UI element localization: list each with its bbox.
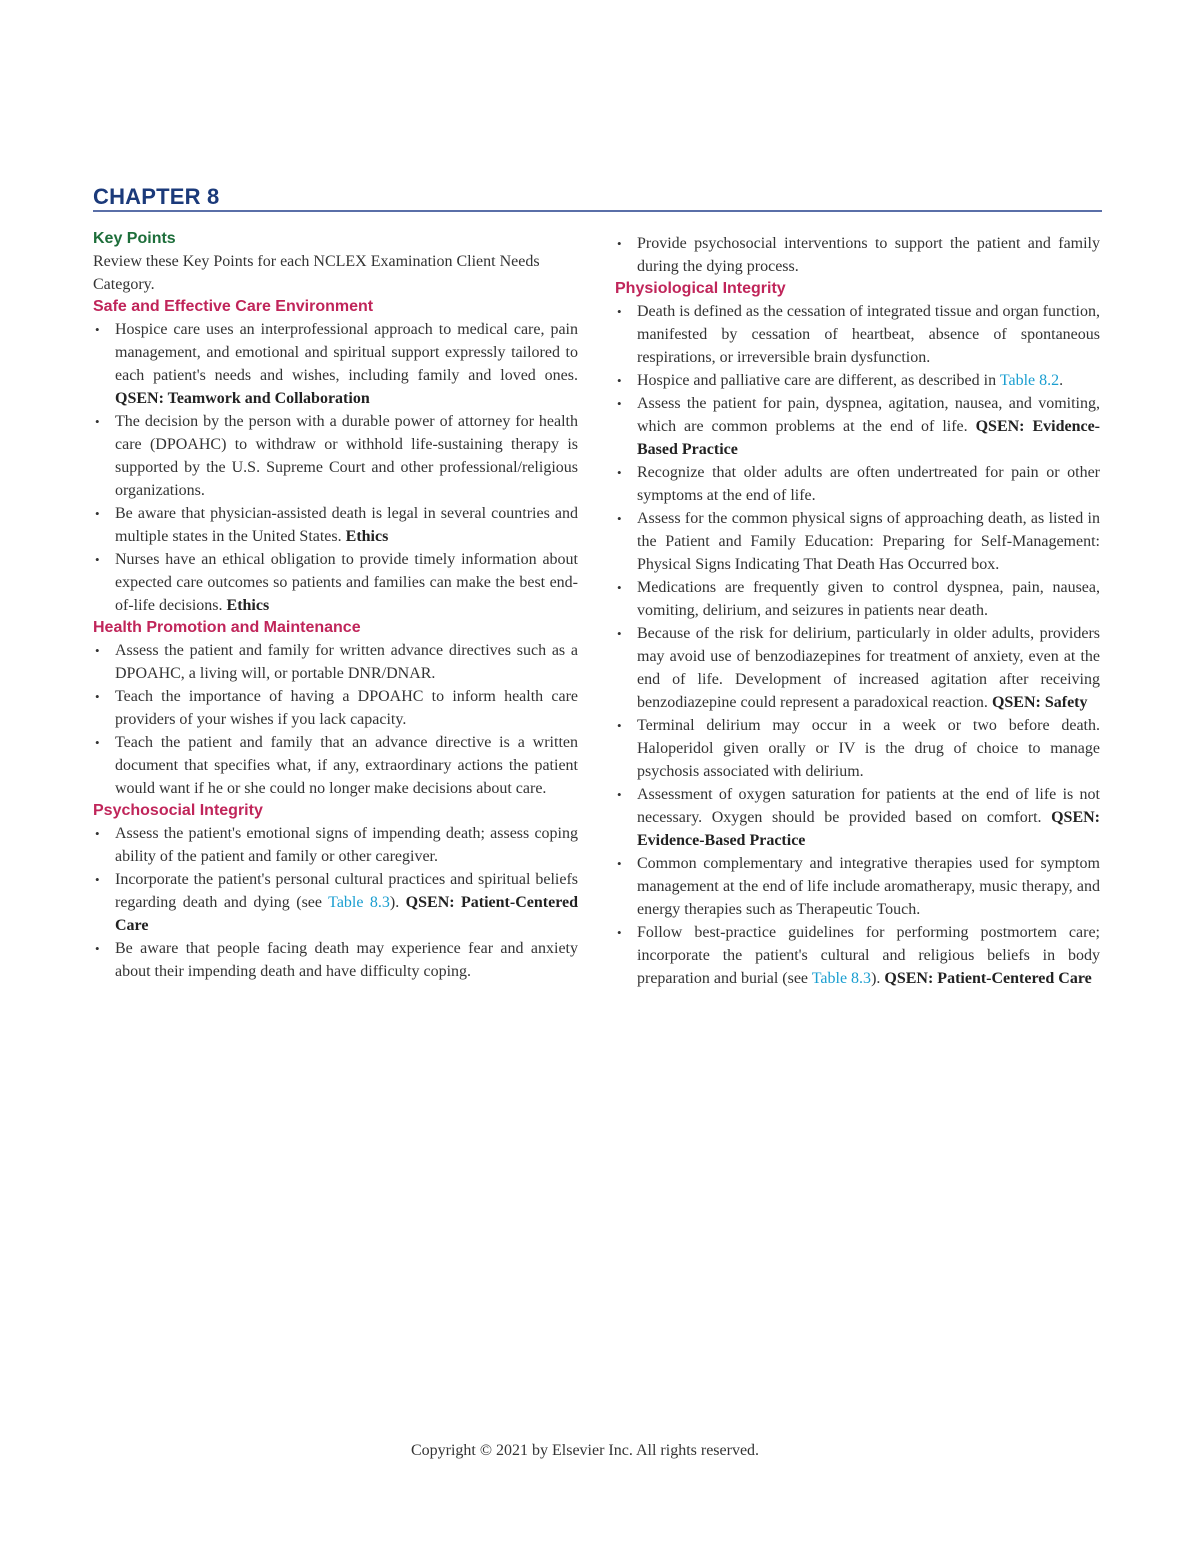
table-link[interactable]: Table 8.3 bbox=[328, 894, 390, 911]
bullet-list-safe bbox=[93, 318, 578, 617]
list-item: • Nurses have an ethical obligation to provide timely information about expected care outcomes so patients and families can make the best end-of-life decisions. Ethics bbox=[93, 548, 578, 617]
bullet-icon: • bbox=[617, 304, 622, 319]
bullet-icon: • bbox=[617, 626, 622, 641]
left-column bbox=[93, 228, 578, 983]
bullet-icon: • bbox=[617, 856, 622, 871]
list-item: • Assess the patient's emotional signs of impending death; assess coping ability of the patient and family or other caregiver. bbox=[93, 822, 578, 868]
key-points-heading: Key Points bbox=[93, 230, 176, 247]
bullet-icon: • bbox=[617, 511, 622, 526]
bullet-icon: • bbox=[95, 552, 100, 567]
bullet-icon: • bbox=[617, 925, 622, 940]
bullet-icon: • bbox=[95, 826, 100, 841]
list-item: • Because of the risk for delirium, particularly in older adults, providers may avoid use of benzodiazepines for treatment of anxiety, even at the end of life. Development of increased agitation after receiving benzodiazepine could represent a paradoxical reaction. QSEN: Safety bbox=[615, 622, 1100, 714]
list-item: • Assess the patient and family for written advance directives such as a DPOAHC, a living will, or portable DNR/DNAR. bbox=[93, 639, 578, 685]
bullet-icon: • bbox=[617, 580, 622, 595]
bullet-list-psychosocial-cont bbox=[615, 232, 1100, 278]
list-item: • Teach the patient and family that an advance directive is a written document that specifies what, if any, extraordinary actions the patient would want if he or she could no longer make decisions about care. bbox=[93, 731, 578, 800]
bullet-icon: • bbox=[95, 322, 100, 337]
list-item: • Teach the importance of having a DPOAHC to inform health care providers of your wishes if you lack capacity. bbox=[93, 685, 578, 731]
list-item: • Assessment of oxygen saturation for patients at the end of life is not necessary. Oxygen should be provided based on comfort. QSEN: Evidence-Based Practice bbox=[615, 783, 1100, 852]
right-column bbox=[615, 228, 1100, 990]
list-item: • The decision by the person with a durable power of attorney for health care (DPOAHC) to withdraw or withhold life-sustaining therapy is supported by the U.S. Supreme Court and other professional/religious organizations. bbox=[93, 410, 578, 502]
bullet-icon: • bbox=[95, 414, 100, 429]
list-item: • Hospice care uses an interprofessional approach to medical care, pain management, and emotional and spiritual support expressly tailored to each patient's needs and wishes, including family and loved ones. QSEN: Teamwork and Collaboration bbox=[93, 318, 578, 410]
title-rule bbox=[93, 210, 1102, 212]
bullet-icon: • bbox=[95, 941, 100, 956]
list-item: • Assess the patient for pain, dyspnea, agitation, nausea, and vomiting, which are common problems at the end of life. QSEN: Evidence-Based Practice bbox=[615, 392, 1100, 461]
bullet-icon: • bbox=[95, 643, 100, 658]
section-heading-psychosocial: Psychosocial Integrity bbox=[93, 802, 263, 819]
section-heading-safe: Safe and Effective Care Environment bbox=[93, 298, 374, 315]
list-item: • Assess for the common physical signs of approaching death, as listed in the Patient and Family Education: Preparing for Self-Management: Physical Signs Indicating That Death Has Occurred box. bbox=[615, 507, 1100, 576]
table-link[interactable]: Table 8.2 bbox=[999, 372, 1060, 389]
copyright-footer: Copyright © 2021 by Elsevier Inc. All rights reserved. bbox=[410, 1442, 760, 1459]
bullet-icon: • bbox=[617, 373, 622, 388]
list-item: • Recognize that older adults are often undertreated for pain or other symptoms at the end of life. bbox=[615, 461, 1100, 507]
table-link[interactable]: Table 8.3 bbox=[811, 970, 872, 987]
bullet-list-physiological bbox=[615, 300, 1100, 990]
intro-text: Review these Key Points for each NCLEX Examination Client Needs Category. bbox=[93, 253, 540, 293]
list-item: • Death is defined as the cessation of integrated tissue and organ function, manifested by cessation of heartbeat, absence of spontaneous respirations, or irreversible brain dysfunction. bbox=[615, 300, 1100, 369]
list-item: • Follow best-practice guidelines for performing postmortem care; incorporate the patient's cultural and religious beliefs in body preparation and burial (see Table 8.3). QSEN: Patient-Centered Care bbox=[615, 921, 1100, 990]
list-item: • Hospice and palliative care are different, as described in Table 8.2. bbox=[615, 369, 1100, 392]
chapter-title: CHAPTER 8 bbox=[93, 184, 220, 209]
list-item: • Medications are frequently given to control dyspnea, pain, nausea, vomiting, delirium, and seizures in patients near death. bbox=[615, 576, 1100, 622]
section-heading-physiological: Physiological Integrity bbox=[615, 280, 786, 297]
bullet-icon: • bbox=[617, 465, 622, 480]
bullet-icon: • bbox=[617, 396, 622, 411]
bullet-icon: • bbox=[617, 787, 622, 802]
list-item: • Common complementary and integrative therapies used for symptom management at the end of life include aromatherapy, music therapy, and energy therapies such as Therapeutic Touch. bbox=[615, 852, 1100, 921]
bullet-list-health bbox=[93, 639, 578, 800]
list-item: • Terminal delirium may occur in a week or two before death. Haloperidol given orally or IV is the drug of choice to manage psychosis associated with delirium. bbox=[615, 714, 1100, 783]
bullet-icon: • bbox=[95, 735, 100, 750]
bullet-icon: • bbox=[95, 506, 100, 521]
bullet-list-psychosocial bbox=[93, 822, 578, 983]
list-item: • Provide psychosocial interventions to support the patient and family during the dying process. bbox=[615, 232, 1100, 278]
list-item: • Incorporate the patient's personal cultural practices and spiritual beliefs regarding death and dying (see Table 8.3). QSEN: Patient-Centered Care bbox=[93, 868, 578, 937]
section-heading-health: Health Promotion and Maintenance bbox=[93, 619, 361, 636]
bullet-icon: • bbox=[95, 689, 100, 704]
bullet-icon: • bbox=[617, 236, 622, 251]
list-item: • Be aware that physician-assisted death is legal in several countries and multiple states in the United States. Ethics bbox=[93, 502, 578, 548]
list-item: • Be aware that people facing death may experience fear and anxiety about their impending death and have difficulty coping. bbox=[93, 937, 578, 983]
bullet-icon: • bbox=[95, 872, 100, 887]
bullet-icon: • bbox=[617, 718, 622, 733]
